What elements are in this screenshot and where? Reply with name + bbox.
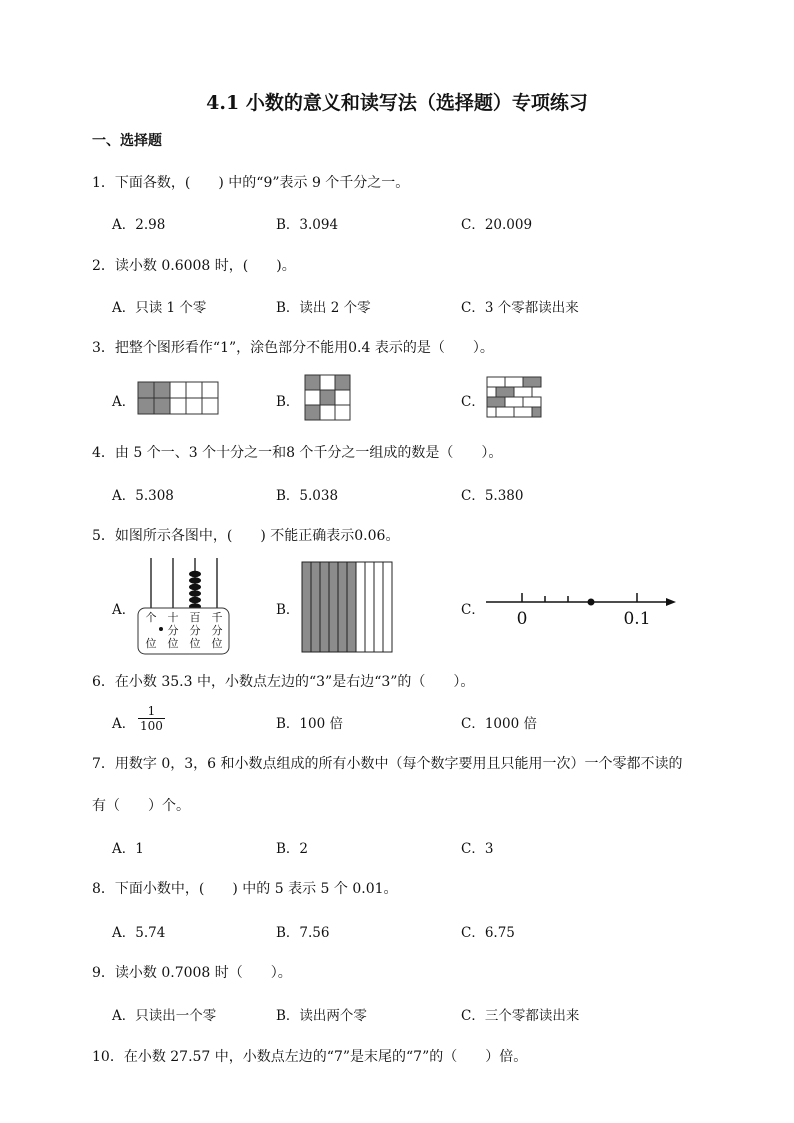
numberline-start-label: 0	[516, 609, 528, 629]
abacus-col3-top: 百	[189, 611, 201, 624]
q8-option-b: B．7.56	[276, 925, 330, 941]
q6-option-a: A．	[112, 716, 136, 732]
abacus-col4-bottom: 位	[211, 637, 223, 650]
q5-option-a: A．	[112, 602, 136, 618]
q7-option-b: B．2	[276, 841, 309, 857]
q3-option-c: C．	[461, 394, 485, 410]
q7-option-a: A．1	[112, 841, 144, 857]
q2-option-c: C．3 个零都读出来	[461, 300, 579, 316]
q1-option-c: C．20.009	[461, 217, 533, 233]
q8-option-a: A．5.74	[112, 925, 166, 941]
abacus-col2-top: 十	[167, 611, 179, 624]
q3-figure-b	[305, 375, 353, 423]
question-5-stem: 5．如图所示各图中，( ) 不能正确表示0.06。	[92, 528, 400, 544]
q9-option-a: A．只读出一个零	[112, 1008, 217, 1024]
q6-option-b: B．100 倍	[276, 716, 343, 732]
q3-figure-a	[138, 382, 220, 416]
question-9-stem: 9．读小数 0.7008 时（ ）。	[92, 965, 292, 981]
abacus-col1-top: 个	[145, 611, 157, 624]
abacus-col2-mid: 分	[167, 624, 179, 637]
q5-option-b: B．	[276, 602, 300, 618]
q5-abacus	[136, 556, 232, 656]
q3-option-a: A．	[112, 394, 136, 410]
page-title: 4.1 小数的意义和读写法（选择题）专项练习	[206, 92, 588, 114]
q4-option-b: B．5.038	[276, 488, 339, 504]
question-6-stem: 6．在小数 35.3 中，小数点左边的“3”是右边“3”的（ ）。	[92, 674, 475, 690]
fraction-numerator: 1	[138, 704, 165, 719]
q5-strips	[302, 562, 394, 654]
q4-option-c: C．5.380	[461, 488, 524, 504]
question-2-stem: 2．读小数 0.6008 时，( )。	[92, 258, 296, 274]
q1-option-a: A．2.98	[112, 217, 166, 233]
abacus-col3-bottom: 位	[189, 637, 201, 650]
fraction-denominator: 100	[140, 719, 163, 733]
question-10-stem: 10．在小数 27.57 中，小数点左边的“7”是末尾的“7”的（ ）倍。	[92, 1049, 528, 1065]
abacus-col2-bottom: 位	[167, 637, 179, 650]
q5-option-c: C．	[461, 602, 485, 618]
question-4-stem: 4．由 5 个一、3 个十分之一和8 个千分之一组成的数是（ ）。	[92, 445, 503, 461]
q2-option-a: A．只读 1 个零	[112, 300, 207, 316]
q4-option-a: A．5.308	[112, 488, 174, 504]
q7-option-c: C．3	[461, 841, 494, 857]
abacus-col1-bottom: 位	[145, 637, 157, 650]
question-7-stem-cont: 有（ ）个。	[92, 798, 190, 814]
q1-option-b: B．3.094	[276, 217, 339, 233]
abacus-col4-top: 千	[211, 611, 223, 624]
question-3-stem: 3．把整个图形看作“1”，涂色部分不能用0.4 表示的是（ ）。	[92, 340, 494, 356]
question-7-stem: 7．用数字 0，3，6 和小数点组成的所有小数中（每个数字要用且只能用一次）一个零都不读的	[92, 756, 683, 772]
q9-option-b: B．读出两个零	[276, 1008, 367, 1024]
q9-option-c: C．三个零都读出来	[461, 1008, 580, 1024]
section-heading: 一、选择题	[92, 133, 162, 149]
abacus-col4-mid: 分	[211, 624, 223, 637]
numberline-end-label: 0.1	[623, 609, 651, 629]
q3-option-b: B．	[276, 394, 300, 410]
q5-number-line	[486, 588, 678, 632]
question-1-stem: 1．下面各数，( ) 中的“9”表示 9 个千分之一。	[92, 175, 410, 191]
q8-option-c: C．6.75	[461, 925, 515, 941]
q2-option-b: B．读出 2 个零	[276, 300, 371, 316]
q6-option-a-fraction	[138, 704, 165, 733]
abacus-col3-mid: 分	[189, 624, 201, 637]
q3-figure-c	[487, 377, 543, 421]
question-8-stem: 8．下面小数中，( ) 中的 5 表示 5 个 0.01。	[92, 881, 398, 897]
q6-option-c: C．1000 倍	[461, 716, 537, 732]
